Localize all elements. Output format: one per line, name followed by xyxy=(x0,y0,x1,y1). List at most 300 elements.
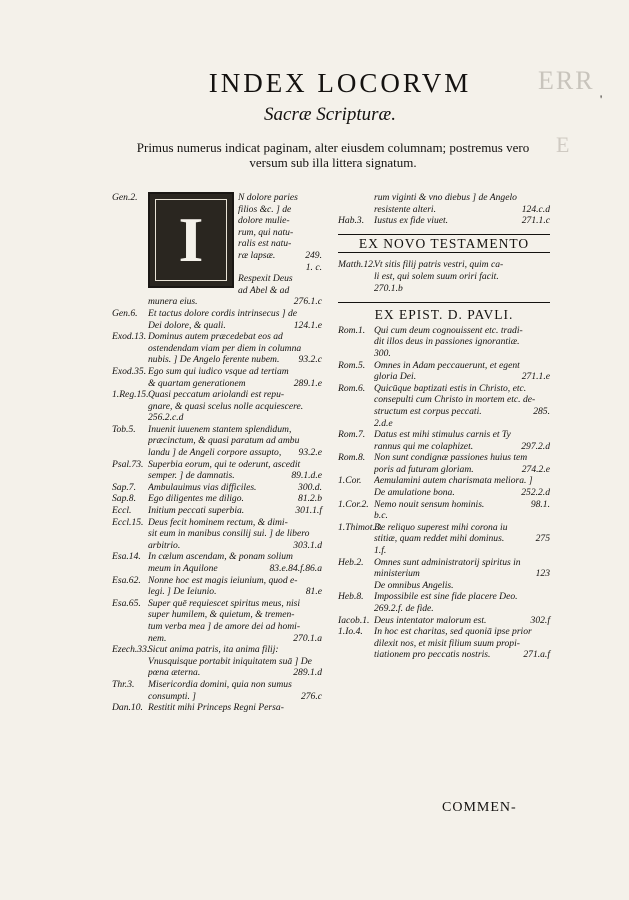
page-locator xyxy=(547,510,550,522)
page-locator: 297.2.d xyxy=(521,440,550,452)
entry-text: Deus fecit hominem rectum, & dimi- xyxy=(148,516,288,528)
scripture-reference: 1.Cor. xyxy=(338,475,362,487)
entry-text: consumpti. ] xyxy=(148,690,196,702)
index-entry xyxy=(112,551,322,563)
page-locator xyxy=(319,551,322,563)
scripture-reference xyxy=(112,435,148,447)
entry-text: legi. ] De Ieiunio. xyxy=(148,586,217,598)
page-locator: 252.2.d xyxy=(521,487,550,499)
index-entry xyxy=(112,609,322,621)
page-locator xyxy=(547,545,550,557)
page-locator xyxy=(319,285,322,297)
entry-text: Vnusquisque portabit iniquitatem suā ] De xyxy=(148,655,312,667)
entry-text: rum viginti & vno diebus ] de Angelo xyxy=(374,192,517,203)
index-entry xyxy=(338,192,550,204)
index-entry xyxy=(112,656,322,668)
page-locator: 93.2.c xyxy=(298,354,322,366)
page-locator xyxy=(547,580,550,592)
entry-text: consepulti cum Christo in mortem etc. de- xyxy=(374,394,536,406)
right-mid-entries xyxy=(338,259,550,294)
index-entry xyxy=(338,348,550,360)
initial-frame xyxy=(155,199,227,281)
page-locator xyxy=(319,517,322,529)
scripture-reference: Dan.10. xyxy=(112,702,143,714)
entry-text: De reliquo superest mihi corona iu xyxy=(374,521,508,533)
page-locator xyxy=(319,401,322,413)
entry-text: stitiæ, quam reddet mihi dominus. xyxy=(374,533,505,545)
page-locator xyxy=(319,459,322,471)
index-entry xyxy=(338,638,550,650)
entry-text: ministerium xyxy=(374,568,420,580)
index-entry xyxy=(238,273,322,285)
entry-text: Initium peccati superbia. xyxy=(148,505,245,517)
scripture-reference xyxy=(338,204,374,216)
page-locator xyxy=(319,679,322,691)
index-entry xyxy=(338,603,550,615)
bleed-through-text-2: E xyxy=(556,132,570,157)
entry-text: Misericordia domini, quia non sumus xyxy=(148,678,292,690)
index-entry xyxy=(338,452,550,464)
scripture-reference xyxy=(112,656,148,668)
scripture-reference: Esa.65. xyxy=(112,597,141,609)
entry-text: meum in Aquilone xyxy=(148,563,218,574)
scripture-reference: Rom.5. xyxy=(338,359,366,371)
page-locator: 124.c.d xyxy=(521,203,550,215)
index-entry xyxy=(338,441,550,453)
index-entry xyxy=(112,528,322,540)
index-entry xyxy=(112,633,322,645)
index-entry xyxy=(338,615,550,627)
scripture-reference: Rom.7. xyxy=(338,429,366,441)
scripture-reference: 1.Cor.2. xyxy=(338,498,369,510)
scripture-reference xyxy=(112,378,148,390)
index-entry xyxy=(112,447,322,459)
entry-text: pœna æterna. xyxy=(148,667,201,679)
entry-text: gloria Dei. xyxy=(374,371,417,383)
entry-text: 300. xyxy=(374,347,391,359)
scripture-reference: Psal.73. xyxy=(112,458,144,470)
scripture-reference: Thr.3. xyxy=(112,678,135,690)
page-locator xyxy=(547,626,550,638)
page-locator xyxy=(547,336,550,348)
section-rule xyxy=(338,302,550,303)
scripture-reference xyxy=(338,580,374,592)
scripture-reference xyxy=(338,271,374,283)
page-locator: 276.c xyxy=(300,690,322,702)
entry-text: structum est corpus peccati. xyxy=(374,405,482,417)
page-locator: 303.1.d xyxy=(293,539,322,551)
scripture-reference xyxy=(112,586,148,598)
page-locator: 302.f xyxy=(530,614,550,626)
index-entry xyxy=(112,378,322,390)
entry-text: Omnes sunt administratorij spiritus in xyxy=(374,556,521,568)
page-locator xyxy=(319,424,322,436)
entry-text: De amulatione bona. xyxy=(374,487,455,499)
entry-text: Iustus ex fide viuet. xyxy=(374,215,449,227)
index-entry xyxy=(238,192,322,204)
scripture-reference: Heb.2. xyxy=(338,556,364,568)
index-entry xyxy=(112,505,322,517)
scripture-reference xyxy=(338,418,374,430)
page-locator xyxy=(547,638,550,650)
page-locator: 81.e xyxy=(305,586,322,598)
index-entry xyxy=(112,563,322,575)
page-locator: 89.1.d.e xyxy=(291,470,322,482)
page-locator xyxy=(319,702,322,714)
index-entry xyxy=(238,285,322,297)
index-entry xyxy=(112,343,322,355)
index-entry xyxy=(112,401,322,413)
page-locator xyxy=(319,435,322,447)
page-locator xyxy=(547,591,550,603)
index-entry xyxy=(338,499,550,511)
entry-text: b.c. xyxy=(374,510,388,522)
scripture-reference xyxy=(112,354,148,366)
page-locator xyxy=(319,575,322,587)
left-entries xyxy=(112,296,322,713)
entry-text: & quartam generationem xyxy=(148,377,246,389)
index-entry xyxy=(112,586,322,598)
scripture-reference: Ezech.33. xyxy=(112,644,150,656)
page-locator: 249. xyxy=(305,249,322,261)
entry-text: super humilem, & quietum, & tremen- xyxy=(148,609,295,621)
page-locator xyxy=(547,429,550,441)
index-entry xyxy=(112,644,322,656)
page-locator: 271.1.e xyxy=(521,371,550,383)
first-ref: Gen.2. xyxy=(112,192,138,203)
index-entry xyxy=(338,568,550,580)
scripture-reference xyxy=(112,412,148,424)
page-locator xyxy=(319,343,322,355)
page-locator: 98.1. xyxy=(530,498,550,510)
entry-text: tum verba mea ] de amore dei ad homi- xyxy=(148,620,301,632)
page-locator xyxy=(319,644,322,656)
index-entry xyxy=(338,510,550,522)
page-locator: 285. xyxy=(533,405,550,417)
page-locator: 1. c. xyxy=(305,261,322,273)
entry-text: In hoc est charitas, sed quoniā ipse prior xyxy=(374,626,532,638)
page-locator: 81.2.b xyxy=(298,493,322,505)
scripture-reference: 1.Reg.15. xyxy=(112,389,149,401)
entry-text xyxy=(238,262,303,274)
page-locator: 270.1.a xyxy=(293,632,322,644)
entry-text: Inuenit iuuenem stantem splendidum, xyxy=(148,423,292,435)
index-entry xyxy=(338,487,550,499)
page-locator: 83.e.84.f.86.a xyxy=(269,563,322,574)
entry-text: resistente alteri. xyxy=(374,203,436,215)
index-entry xyxy=(338,626,550,638)
index-entry xyxy=(112,575,322,587)
page-locator xyxy=(319,656,322,668)
margin-mark: ' xyxy=(600,92,603,106)
index-entry xyxy=(338,545,550,557)
index-entry xyxy=(112,540,322,552)
index-entry xyxy=(338,418,550,430)
index-entry xyxy=(112,598,322,610)
page-locator xyxy=(319,366,322,378)
page-locator xyxy=(319,389,322,401)
index-entry xyxy=(338,649,550,661)
page-subtitle: Sacræ Scripturæ. xyxy=(264,104,396,125)
page-locator xyxy=(547,325,550,337)
entry-text: Quicūque baptizati estis in Christo, etc. xyxy=(374,382,527,394)
entry-text: ræ lapsæ. xyxy=(238,249,276,261)
scripture-reference: Esa.14. xyxy=(112,551,141,563)
index-entry xyxy=(338,522,550,534)
explanatory-note xyxy=(118,140,548,170)
scripture-reference xyxy=(338,510,374,522)
index-entry xyxy=(112,320,322,332)
initial-letter: I xyxy=(178,204,204,275)
scripture-reference xyxy=(338,336,374,348)
entry-text: Vt sitis filij patris vestri, quim ca- xyxy=(374,259,504,271)
page-locator xyxy=(319,204,322,216)
entry-text: Dei dolore, & quali. xyxy=(148,319,226,331)
index-entry xyxy=(338,336,550,348)
scripture-reference: Iacob.1. xyxy=(338,614,370,626)
scripture-reference: Gen.6. xyxy=(112,307,138,319)
index-entry xyxy=(338,429,550,441)
entry-text: Quasi peccatum ariolandi est repu- xyxy=(148,389,285,401)
index-entry xyxy=(238,250,322,262)
initial-block xyxy=(112,192,322,296)
entry-text: ralis est natu- xyxy=(238,238,292,250)
scripture-reference xyxy=(112,447,148,459)
right-top-entries xyxy=(338,192,550,227)
index-entry xyxy=(112,702,322,714)
page-locator: 274.2.e xyxy=(521,463,550,475)
entry-text: Super quē requiescet spiritus meus, nisi xyxy=(148,597,301,609)
index-entry xyxy=(338,360,550,372)
index-entry xyxy=(338,283,550,295)
scripture-reference xyxy=(338,487,374,499)
scripture-reference xyxy=(338,464,374,476)
entry-text: Sicut anima patris, ita anima filij: xyxy=(148,644,279,656)
scripture-reference xyxy=(112,528,148,540)
scripture-reference: Rom.6. xyxy=(338,382,366,394)
entry-text: Superbia eorum, qui te oderunt, ascedit xyxy=(148,458,301,470)
scripture-reference xyxy=(112,296,148,308)
entry-text: tiationem pro peccatis nostris. xyxy=(374,649,491,661)
note-line-1: Primus numerus indicat paginam, alter eiusdem columnam; postremus vero xyxy=(136,140,530,155)
scripture-reference: Rom.8. xyxy=(338,452,366,464)
entry-text: rannus qui me colaphizet. xyxy=(374,440,474,452)
page-locator: 301.1.f xyxy=(295,505,322,517)
page-locator: 124.1.e xyxy=(293,319,322,331)
index-entry xyxy=(338,325,550,337)
scripture-reference xyxy=(112,609,148,621)
page-locator xyxy=(547,603,550,615)
index-entry xyxy=(338,464,550,476)
entry-text: 2.d.e xyxy=(374,417,393,429)
scripture-reference xyxy=(338,406,374,418)
page-locator xyxy=(547,418,550,430)
index-entry xyxy=(338,591,550,603)
page-locator xyxy=(319,609,322,621)
scripture-reference xyxy=(112,563,148,575)
entry-text: Nonne hoc est magis ieiunium, quod e- xyxy=(148,574,298,586)
index-entry xyxy=(112,435,322,447)
page-locator: 300.d. xyxy=(298,481,322,493)
entry-text: præcinctum, & quasi paratum ad ambu xyxy=(148,435,300,447)
index-entry xyxy=(112,331,322,343)
page-locator xyxy=(319,273,322,285)
scripture-reference xyxy=(338,394,374,406)
index-entry xyxy=(112,296,322,308)
catchword: COMMEN- xyxy=(442,800,517,815)
index-entry xyxy=(112,679,322,691)
index-entry xyxy=(112,459,322,471)
entry-text: nubis. ] De Angelo ferente nubem. xyxy=(148,354,280,366)
page-locator xyxy=(547,383,550,395)
scripture-reference xyxy=(112,401,148,413)
scripture-reference xyxy=(112,667,148,679)
scripture-reference: Sap.7. xyxy=(112,481,136,493)
scripture-reference xyxy=(338,348,374,360)
entry-text: N dolore paries xyxy=(238,192,298,203)
scripture-reference xyxy=(112,540,148,552)
scripture-reference: Rom.1. xyxy=(338,324,366,336)
entry-text: 1.f. xyxy=(374,545,387,557)
entry-text: munera eius. xyxy=(148,296,198,308)
index-entry xyxy=(112,470,322,482)
entry-text: De omnibus Angelis. xyxy=(374,579,454,591)
entry-text: arbitrio. xyxy=(148,539,181,551)
section-heading-pauli: EX EPIST. D. PAVLI. xyxy=(374,307,514,323)
page-locator xyxy=(319,621,322,633)
page-locator xyxy=(547,475,550,487)
scripture-reference: 1.Io.4. xyxy=(338,626,363,638)
page-locator xyxy=(547,259,550,271)
index-entry xyxy=(338,475,550,487)
scripture-reference: Tob.5. xyxy=(112,423,136,435)
section-heading-new-testament: EX NOVO TESTAMENTO xyxy=(338,234,550,254)
scripture-reference: Eccl. xyxy=(112,505,132,517)
entry-text: Ambulauimus vias difficiles. xyxy=(148,481,257,493)
initial-side-text xyxy=(238,192,322,296)
note-line-2: versum sub illa littera signatum. xyxy=(249,155,417,170)
index-entry xyxy=(338,271,550,283)
scripture-reference: Esa.62. xyxy=(112,574,141,586)
index-entry xyxy=(338,580,550,592)
scripture-reference xyxy=(112,691,148,703)
page-locator xyxy=(319,192,322,204)
scripture-reference xyxy=(112,470,148,482)
page-locator xyxy=(547,360,550,372)
entry-text: In cælum ascendam, & ponam solium xyxy=(148,551,293,563)
page-locator xyxy=(319,227,322,239)
entry-text: poris ad futuram gloriam. xyxy=(374,463,474,475)
page-locator xyxy=(547,348,550,360)
entry-text: Aemulamini autem charismata meliora. ] xyxy=(374,475,533,487)
scripture-reference xyxy=(338,568,374,580)
page-locator xyxy=(547,522,550,534)
scripture-reference: Sap.8. xyxy=(112,493,136,505)
page-locator: 93.2.e xyxy=(298,447,322,459)
index-entry xyxy=(112,424,322,436)
page-locator: 275 xyxy=(535,533,550,545)
entry-text: filios &c. ] de xyxy=(238,203,292,215)
scripture-reference xyxy=(112,621,148,633)
page-locator xyxy=(547,271,550,283)
entry-text: 269.2.f. de fide. xyxy=(374,603,434,614)
scripture-reference xyxy=(112,343,148,355)
page-locator xyxy=(547,452,550,464)
page-locator: 289.1.e xyxy=(293,377,322,389)
page-locator: 271.1.c xyxy=(521,215,550,227)
entry-text: Dominus autem præcedebat eos ad xyxy=(148,331,283,343)
scripture-reference xyxy=(338,649,374,661)
index-entry xyxy=(112,308,322,320)
page-locator: 271.a.f xyxy=(523,649,550,661)
entry-text: Ego diligentes me diligo. xyxy=(148,493,244,505)
scripture-reference xyxy=(338,545,374,557)
scripture-reference xyxy=(338,533,374,545)
entry-text: ostendendam viam per diem in columna xyxy=(148,342,302,354)
index-entry xyxy=(112,493,322,505)
index-entry xyxy=(112,389,322,401)
entry-text: dolore mulie- xyxy=(238,215,290,227)
page-locator xyxy=(547,192,550,204)
scripture-reference: Heb.8. xyxy=(338,591,364,603)
page-locator: 289.1.d xyxy=(293,667,322,679)
scripture-reference xyxy=(338,638,374,650)
scripture-reference xyxy=(338,371,374,383)
page-locator: 276.1.c xyxy=(293,296,322,308)
page-locator xyxy=(547,394,550,406)
index-entry xyxy=(238,238,322,250)
index-entry xyxy=(238,227,322,239)
left-column xyxy=(112,192,322,714)
page-locator xyxy=(319,598,322,610)
entry-text: landu ] de Angeli corpore assupto, xyxy=(148,447,282,459)
entry-text: Respexit Deus xyxy=(238,273,293,285)
index-entry xyxy=(338,371,550,383)
entry-text: ad Abel & ad xyxy=(238,284,290,296)
entry-text: 256.2.c.d xyxy=(148,412,184,424)
right-bottom-entries xyxy=(338,325,550,661)
page-locator xyxy=(319,412,322,424)
entry-text: li est, qui solem suum oriri facit. xyxy=(374,270,499,282)
index-entry xyxy=(112,621,322,633)
page-locator xyxy=(319,528,322,540)
index-entry xyxy=(338,259,550,271)
index-entry xyxy=(112,482,322,494)
index-entry xyxy=(338,557,550,569)
scripture-reference xyxy=(338,441,374,453)
index-entry xyxy=(238,262,322,274)
scripture-reference: Eccl.15. xyxy=(112,516,144,528)
index-entry xyxy=(238,204,322,216)
entry-text: gnare, & quasi scelus nolle acquiescere. xyxy=(148,400,304,412)
index-entry xyxy=(338,406,550,418)
scripture-reference xyxy=(338,192,374,204)
entry-text: Et tactus dolore cordis intrinsecus ] de xyxy=(148,307,298,319)
entry-text: Ego sum qui iudico vsque ad tertiam xyxy=(148,365,289,377)
index-entry xyxy=(112,691,322,703)
index-entry xyxy=(338,394,550,406)
page-locator xyxy=(319,238,322,250)
entry-text: dit illos deus in passiones ignorantiæ. xyxy=(374,336,520,348)
entry-text: dilexit nos, et misit filium suum propi- xyxy=(374,637,520,649)
scripture-reference: Hab.3. xyxy=(338,215,365,227)
decorated-initial xyxy=(148,192,234,288)
page-locator xyxy=(319,215,322,227)
entry-text: rum, qui natu- xyxy=(238,226,294,238)
entry-text: Omnes in Adam peccauerunt, et egent xyxy=(374,359,520,371)
entry-text: nem. xyxy=(148,632,167,644)
index-entry xyxy=(338,533,550,545)
